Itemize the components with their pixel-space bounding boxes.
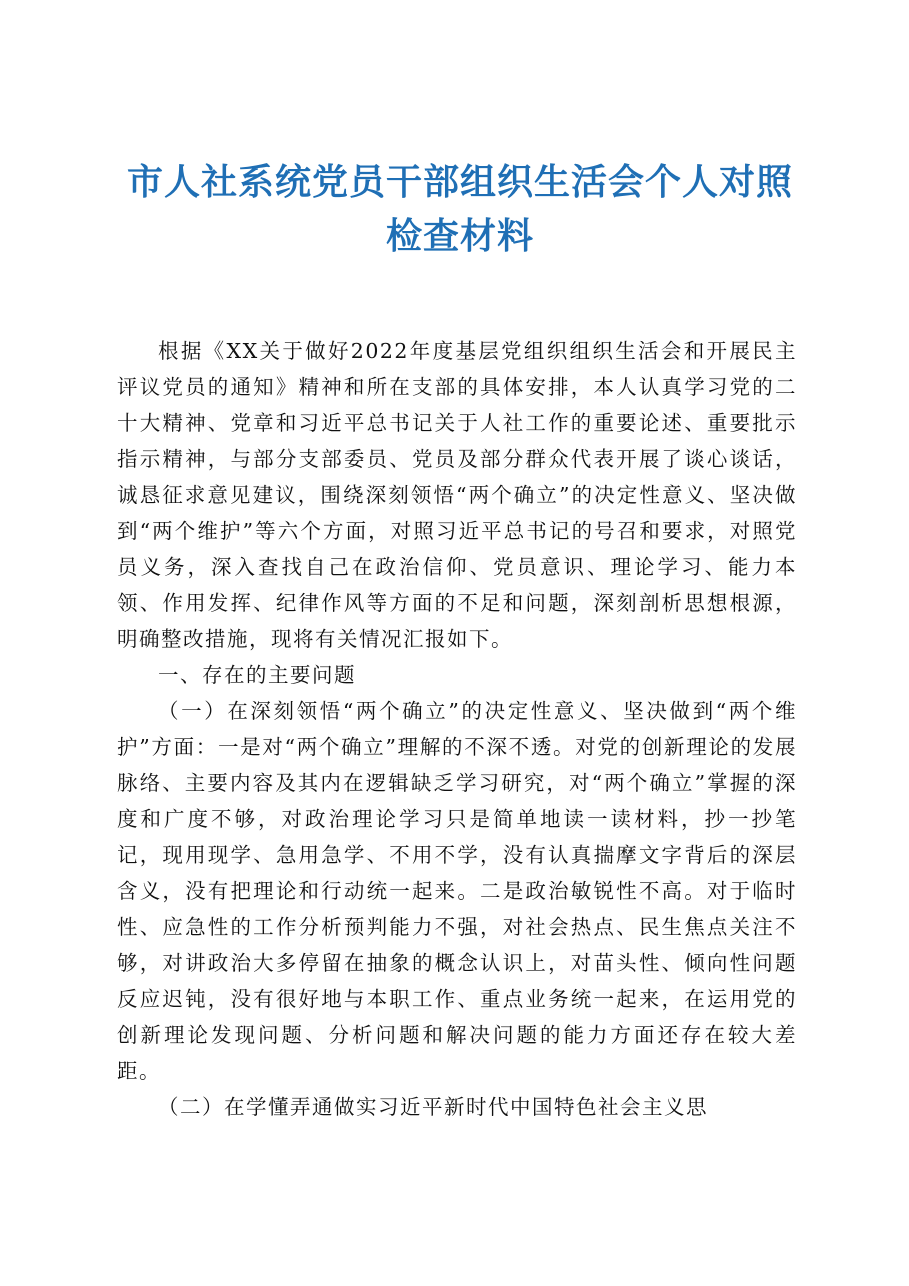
problem-paragraph-1: （一）在深刻领悟“两个确立”的决定性意义、坚决做到“两个维护”方面：一是对“两个确立”理解的不深不透。对党的创新理论的发展脉络、主要内容及其内在逻辑缺乏学习研究，对“两个确立”掌握的深度和广度不够，对政治理论学习只是简单地读一读材料，抄一抄笔记，现用现学、急用急学、不用不学，没有认真揣摩文字背后的深层含义，没有把理论和行动统一起来。二是政治敏锐性不高。对于临时性、应急性的工作分析预判能力不强，对社会热点、民生焦点关注不够，对讲政治大多停留在抽象的概念认识上，对苗头性、倾向性问题反应迟钝，没有很好地与本职工作、重点业务统一起来，在运用党的创新理论发现问题、分析问题和解决问题的能力方面还存在较大差距。: [117, 699, 797, 1083]
document-body: [117, 333, 797, 1125]
document-title: 市人社系统党员干部组织生活会个人对照检查材料: [126, 161, 793, 257]
section-heading-problems: 一、存在的主要问题: [158, 663, 356, 687]
intro-paragraph: 根据《XX关于做好2022年度基层党组织组织生活会和开展民主评议党员的通知》精神和所在支部的具体安排，本人认真学习党的二十大精神、党章和习近平总书记关于人社工作的重要论述、重要批示指示精神，与部分支部委员、党员及部分群众代表开展了谈心谈话，诚恳征求意见建议，围绕深刻领悟“两个确立”的决定性意义、坚决做到“两个维护”等六个方面，对照习近平总书记的号召和要求，对照党员义务，深入查找自己在政治信仰、党员意识、理论学习、能力本领、作用发挥、纪律作风等方面的不足和问题，深刻剖析思想根源，明确整改措施，现将有关情况汇报如下。: [117, 339, 797, 651]
problem-paragraph-2: （二）在学懂弄通做实习近平新时代中国特色社会主义思: [158, 1095, 708, 1119]
